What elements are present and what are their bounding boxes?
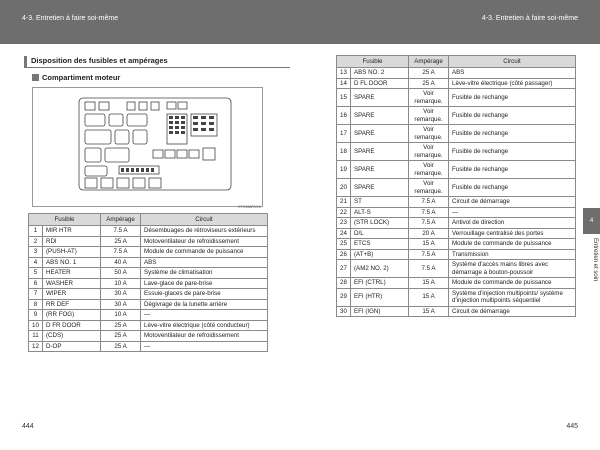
subheading-text: Compartiment moteur bbox=[42, 73, 121, 82]
fuse-circuit: — bbox=[141, 310, 268, 321]
table-row bbox=[29, 299, 268, 310]
fuse-number: 11 bbox=[29, 331, 43, 342]
header-circuit: Circuit bbox=[449, 56, 576, 68]
fuse-circuit: Motoventilateur de refroidissement bbox=[141, 236, 268, 247]
fuse-circuit: Module de commande de puissance bbox=[449, 278, 576, 289]
fuse-name: SPARE bbox=[351, 125, 409, 143]
table-row bbox=[29, 341, 268, 352]
header-amp: Ampérage bbox=[409, 56, 449, 68]
fuse-number: 1 bbox=[29, 226, 43, 237]
fuse-amperage: Voir remarque. bbox=[409, 107, 449, 125]
fuse-amperage: 7.5 A bbox=[101, 247, 141, 258]
fuse-number: 18 bbox=[337, 143, 351, 161]
table-row bbox=[337, 306, 576, 317]
fuse-circuit: Fusible de rechange bbox=[449, 89, 576, 107]
fuse-number: 12 bbox=[29, 341, 43, 352]
fuse-name: SPARE bbox=[351, 143, 409, 161]
fuse-amperage: 40 A bbox=[101, 257, 141, 268]
fuse-name: EFI (CTRL) bbox=[351, 278, 409, 289]
table-row bbox=[337, 197, 576, 208]
fuse-amperage: Voir remarque. bbox=[409, 179, 449, 197]
table-row bbox=[29, 278, 268, 289]
fuse-amperage: Voir remarque. bbox=[409, 143, 449, 161]
section-title: Disposition des fusibles et ampérages bbox=[24, 56, 290, 68]
fuse-circuit: Dégivrage de la lunette arrière bbox=[141, 299, 268, 310]
fuse-circuit: Fusible de rechange bbox=[449, 125, 576, 143]
fuse-name: D FL DOOR bbox=[351, 78, 409, 89]
fuse-name: ABS NO. 1 bbox=[43, 257, 101, 268]
fuse-circuit: ABS bbox=[141, 257, 268, 268]
fuse-number: 15 bbox=[337, 89, 351, 107]
fuse-number: 22 bbox=[337, 207, 351, 218]
fuse-name: ST bbox=[351, 197, 409, 208]
fuse-amperage: 30 A bbox=[101, 299, 141, 310]
fuse-name: (RR FOG) bbox=[43, 310, 101, 321]
fuse-number: 27 bbox=[337, 260, 351, 278]
fuse-amperage: 25 A bbox=[101, 341, 141, 352]
table-row bbox=[337, 125, 576, 143]
fuse-name: RDI bbox=[43, 236, 101, 247]
fuse-amperage: 10 A bbox=[101, 278, 141, 289]
table-header-row bbox=[29, 214, 268, 226]
fuse-circuit: ABS bbox=[449, 68, 576, 79]
fuse-number: 28 bbox=[337, 278, 351, 289]
fuse-amperage: 15 A bbox=[409, 278, 449, 289]
fuse-number: 20 bbox=[337, 179, 351, 197]
fuse-number: 3 bbox=[29, 247, 43, 258]
fuse-name: SPARE bbox=[351, 107, 409, 125]
fuse-name: (PUSH-AT) bbox=[43, 247, 101, 258]
fuse-name: ETCS bbox=[351, 239, 409, 250]
fuse-circuit: Lave-glace de pare-brise bbox=[141, 278, 268, 289]
subheading bbox=[32, 73, 120, 82]
fuse-circuit: Motoventilateur de refroidissement bbox=[141, 331, 268, 342]
fuse-name: ALT-S bbox=[351, 207, 409, 218]
table-row bbox=[29, 257, 268, 268]
table-row bbox=[337, 249, 576, 260]
fuse-circuit: Transmission bbox=[449, 249, 576, 260]
table-row bbox=[29, 289, 268, 300]
fuse-amperage: 10 A bbox=[101, 310, 141, 321]
fuse-amperage: 7.5 A bbox=[409, 197, 449, 208]
fuse-amperage: 15 A bbox=[409, 306, 449, 317]
fuse-table-right bbox=[336, 55, 576, 317]
fuse-number: 24 bbox=[337, 228, 351, 239]
header-title-left: 4-3. Entretien à faire soi-même bbox=[22, 15, 119, 22]
fuse-number: 17 bbox=[337, 125, 351, 143]
fuse-circuit: — bbox=[141, 341, 268, 352]
fuse-circuit: Lève-vitre électrique (côté passager) bbox=[449, 78, 576, 89]
fuse-name: MIR HTR bbox=[43, 226, 101, 237]
table-row bbox=[29, 320, 268, 331]
fuse-circuit: Fusible de rechange bbox=[449, 179, 576, 197]
fuse-circuit: Module de commande de puissance bbox=[449, 239, 576, 250]
square-bullet-icon bbox=[32, 74, 39, 81]
fuse-amperage: 30 A bbox=[101, 289, 141, 300]
fuse-amperage: 25 A bbox=[101, 320, 141, 331]
fuse-amperage: 7.5 A bbox=[101, 226, 141, 237]
fuse-name: HEATER bbox=[43, 268, 101, 279]
table-row bbox=[29, 331, 268, 342]
table-row bbox=[29, 247, 268, 258]
fuse-amperage: 15 A bbox=[409, 239, 449, 250]
fuse-number: 2 bbox=[29, 236, 43, 247]
fuse-number: 19 bbox=[337, 161, 351, 179]
fuse-amperage: 7.5 A bbox=[409, 218, 449, 229]
fuse-amperage: Voir remarque. bbox=[409, 125, 449, 143]
fuse-box-diagram bbox=[32, 87, 263, 207]
fuse-circuit: Circuit de démarrage bbox=[449, 306, 576, 317]
fuse-circuit: Circuit de démarrage bbox=[449, 197, 576, 208]
fuse-name: D FR DOOR bbox=[43, 320, 101, 331]
table-row bbox=[337, 207, 576, 218]
table-row bbox=[337, 228, 576, 239]
chapter-label: Entretien et soin bbox=[592, 238, 598, 282]
fuse-amperage: Voir remarque. bbox=[409, 89, 449, 107]
fuse-number: 10 bbox=[29, 320, 43, 331]
fuse-number: 5 bbox=[29, 268, 43, 279]
fuse-name: ABS NO. 2 bbox=[351, 68, 409, 79]
header-circuit: Circuit bbox=[141, 214, 268, 226]
fuse-name: D-OP bbox=[43, 341, 101, 352]
fuse-circuit: Système de climatisation bbox=[141, 268, 268, 279]
table-row bbox=[337, 68, 576, 79]
header-title-right: 4-3. Entretien à faire soi-même bbox=[481, 15, 578, 22]
fuse-number: 9 bbox=[29, 310, 43, 321]
fuse-amperage: 20 A bbox=[409, 228, 449, 239]
fuse-name: WASHER bbox=[43, 278, 101, 289]
fuse-name: (AM2 NO. 2) bbox=[351, 260, 409, 278]
fuse-name: RR DEF bbox=[43, 299, 101, 310]
fuse-amperage: 50 A bbox=[101, 268, 141, 279]
table-row bbox=[337, 239, 576, 250]
table-row bbox=[337, 143, 576, 161]
table-row bbox=[337, 107, 576, 125]
fuse-circuit: Antivol de direction bbox=[449, 218, 576, 229]
fuse-circuit: — bbox=[449, 207, 576, 218]
fuse-name: (AT+B) bbox=[351, 249, 409, 260]
fuse-number: 29 bbox=[337, 288, 351, 306]
fuse-circuit: Fusible de rechange bbox=[449, 161, 576, 179]
fuse-name: D/L bbox=[351, 228, 409, 239]
fuse-number: 25 bbox=[337, 239, 351, 250]
fuse-circuit: Système d'injection multipoints/ système d'injection multipoints séquentiel bbox=[449, 288, 576, 306]
table-row bbox=[337, 78, 576, 89]
fuse-circuit: Lève-vitre électrique (côté conducteur) bbox=[141, 320, 268, 331]
table-row bbox=[337, 218, 576, 229]
header-bar bbox=[0, 0, 600, 44]
fuse-number: 6 bbox=[29, 278, 43, 289]
fuse-box-illustration bbox=[33, 88, 262, 206]
fuse-number: 14 bbox=[337, 78, 351, 89]
fuse-amperage: 25 A bbox=[101, 236, 141, 247]
fuse-amperage: 25 A bbox=[409, 78, 449, 89]
table-row bbox=[337, 161, 576, 179]
fuse-name: (CDS) bbox=[43, 331, 101, 342]
fuse-number: 16 bbox=[337, 107, 351, 125]
fuse-number: 23 bbox=[337, 218, 351, 229]
fuse-circuit: Désembuages de rétroviseurs extérieurs bbox=[141, 226, 268, 237]
fuse-number: 21 bbox=[337, 197, 351, 208]
fuse-amperage: 25 A bbox=[409, 68, 449, 79]
fuse-amperage: Voir remarque. bbox=[409, 161, 449, 179]
fuse-circuit: Verrouillage centralisé des portes bbox=[449, 228, 576, 239]
table-row bbox=[337, 89, 576, 107]
fuse-number: 7 bbox=[29, 289, 43, 300]
page-number-left: 444 bbox=[22, 423, 34, 430]
fuse-name: SPARE bbox=[351, 89, 409, 107]
table-row bbox=[29, 226, 268, 237]
fuse-number: 26 bbox=[337, 249, 351, 260]
fuse-amperage: 7.5 A bbox=[409, 260, 449, 278]
page-number-right: 445 bbox=[566, 423, 578, 430]
chapter-tab: 4 bbox=[583, 208, 600, 234]
table-header-row bbox=[337, 56, 576, 68]
header-fuse: Fusible bbox=[29, 214, 101, 226]
fuse-circuit: Fusible de rechange bbox=[449, 107, 576, 125]
table-row bbox=[29, 236, 268, 247]
table-row bbox=[337, 278, 576, 289]
table-row bbox=[29, 310, 268, 321]
fuse-name: EFI (HTR) bbox=[351, 288, 409, 306]
fuse-name: EFI (IGN) bbox=[351, 306, 409, 317]
fuse-circuit: Fusible de rechange bbox=[449, 143, 576, 161]
fuse-amperage: 7.5 A bbox=[409, 207, 449, 218]
header-amp: Ampérage bbox=[101, 214, 141, 226]
fuse-circuit: Système d'accès mains libres avec démarrage à bouton-poussoir bbox=[449, 260, 576, 278]
table-row bbox=[337, 260, 576, 278]
header-fuse: Fusible bbox=[337, 56, 409, 68]
fuse-number: 13 bbox=[337, 68, 351, 79]
fuse-name: WIPER bbox=[43, 289, 101, 300]
fuse-table-left bbox=[28, 213, 268, 352]
fuse-amperage: 25 A bbox=[101, 331, 141, 342]
fuse-circuit: Module de commande de puissance bbox=[141, 247, 268, 258]
diagram-code: CTH43AR1/16 bbox=[238, 205, 261, 209]
fuse-number: 4 bbox=[29, 257, 43, 268]
fuse-number: 8 bbox=[29, 299, 43, 310]
table-row bbox=[337, 179, 576, 197]
table-row bbox=[337, 288, 576, 306]
fuse-number: 30 bbox=[337, 306, 351, 317]
fuse-name: SPARE bbox=[351, 179, 409, 197]
fuse-amperage: 7.5 A bbox=[409, 249, 449, 260]
fuse-amperage: 15 A bbox=[409, 288, 449, 306]
fuse-circuit: Essuie-glaces de pare-brise bbox=[141, 289, 268, 300]
table-row bbox=[29, 268, 268, 279]
fuse-name: SPARE bbox=[351, 161, 409, 179]
fuse-name: (STR LOCK) bbox=[351, 218, 409, 229]
